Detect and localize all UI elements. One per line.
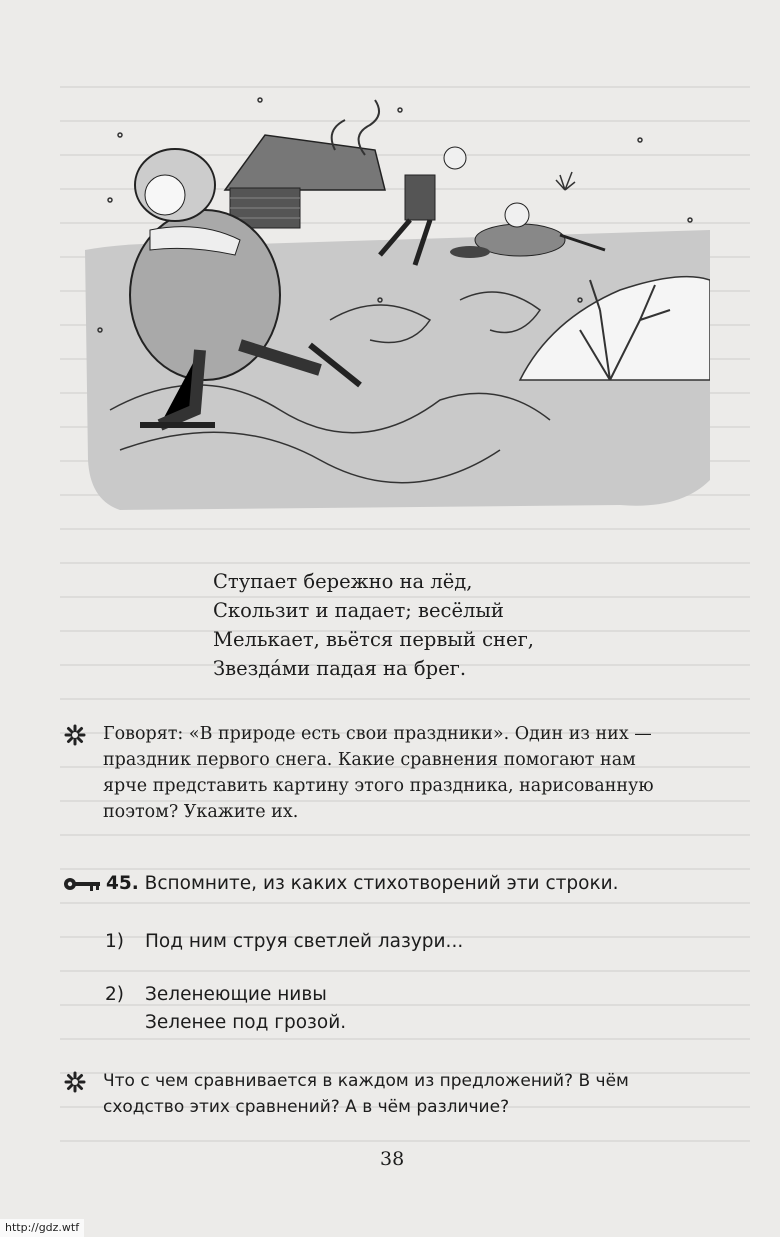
- question-line: поэтом? Укажите их.: [103, 802, 299, 822]
- exercise-prompt: Вспомните, из каких стихотворений эти строки.: [144, 873, 619, 894]
- snowflake-flower-icon: [64, 724, 86, 746]
- question-line: Что с чем сравнивается в каждом из предложений? В чём: [103, 1071, 629, 1091]
- poem-stanza: [213, 567, 534, 683]
- winter-skating-illustration-icon: [80, 80, 710, 520]
- item-number: 1): [105, 931, 124, 952]
- question-line: ярче представить картину этого праздника, нарисованную: [103, 776, 654, 796]
- poem-line: Мелькает, вьётся первый снег,: [213, 628, 534, 651]
- exercise-item: [105, 981, 346, 1037]
- question-snow-holiday: [103, 721, 733, 825]
- item-line: Под ним струя светлей лазури...: [145, 931, 464, 952]
- item-number: 2): [105, 984, 124, 1005]
- item-line: Зеленеющие нивы: [145, 984, 327, 1005]
- exercise-heading: [106, 870, 619, 898]
- question-comparisons: [103, 1068, 733, 1120]
- question-line: Говорят: «В природе есть свои праздники». Один из них —: [103, 724, 652, 744]
- exercise-item: [105, 928, 463, 956]
- poem-line: Скользит и падает; весёлый: [213, 599, 504, 622]
- item-line: Зеленее под грозой.: [145, 1012, 347, 1033]
- question-line: сходство этих сравнений? А в чём различие?: [103, 1097, 510, 1117]
- poem-line: Ступает бережно на лёд,: [213, 570, 473, 593]
- poem-line: Звездáми падая на брег.: [213, 657, 467, 680]
- snowflake-flower-icon: [64, 1071, 86, 1093]
- watermark-link[interactable]: http://gdz.wtf: [0, 1219, 84, 1237]
- question-line: праздник первого снега. Какие сравнения помогают нам: [103, 750, 636, 770]
- key-icon: [62, 874, 102, 894]
- exercise-number: 45.: [106, 873, 139, 894]
- page-number: 38: [380, 1148, 405, 1170]
